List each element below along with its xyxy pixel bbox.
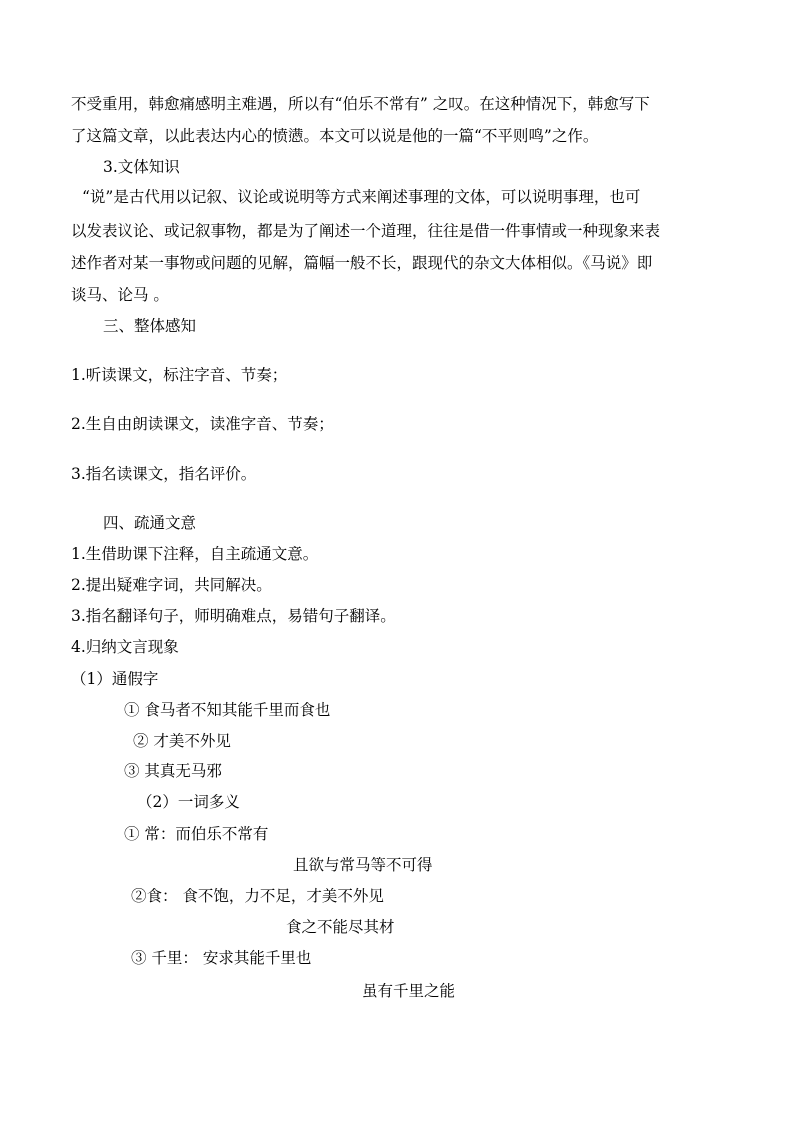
- example-item-continuation: 食之不能尽其材: [286, 918, 395, 936]
- example-item: ②食： 食不饱，力不足，才美不外见: [131, 887, 384, 905]
- example-item: ③ 千里： 安求其能千里也: [131, 949, 312, 967]
- list-item: 2.提出疑难字词，共同解决。: [71, 576, 272, 594]
- paragraph-line: 了这篇文章，以此表达内心的愤懑。本文可以说是他的一篇“不平则鸣”之作。: [71, 127, 599, 145]
- example-item: ③ 其真无马邪: [124, 762, 222, 780]
- list-item: 2.生自由朗读课文，读准字音、节奏；: [71, 415, 334, 433]
- example-item: ② 才美不外见: [133, 732, 231, 750]
- subsection-heading: （1）通假字: [71, 670, 159, 688]
- part-heading: 三、整体感知: [103, 317, 197, 335]
- example-item: ① 食马者不知其能千里而食也: [124, 701, 331, 719]
- paragraph-line: 以发表议论、或记叙事物，都是为了阐述一个道理，往往是借一件事情或一种现象来表: [71, 222, 661, 240]
- list-item: 1.听读课文，标注字音、节奏；: [71, 366, 288, 384]
- section-heading: 3.文体知识: [103, 158, 180, 176]
- list-item: 3.指名翻译句子，师明确难点，易错句子翻译。: [71, 607, 396, 625]
- subsection-heading: （2）一词多义: [137, 793, 240, 811]
- list-item: 4.归纳文言现象: [71, 638, 179, 656]
- paragraph-line: 不受重用，韩愈痛感明主难遇，所以有“伯乐不常有” 之叹。在这种情况下，韩愈写下: [71, 95, 650, 113]
- part-heading: 四、疏通文意: [103, 514, 197, 532]
- paragraph-line: “说”是古代用以记叙、议论或说明等方式来阐述事理的文体，可以说明事理，也可: [82, 188, 641, 206]
- paragraph-line: 谈马、论马 。: [71, 286, 169, 304]
- paragraph-line: 述作者对某一事物或问题的见解，篇幅一般不长，跟现代的杂文大体相似。《马说》即: [71, 254, 653, 272]
- example-item: ① 常：而伯乐不常有: [124, 825, 269, 843]
- list-item: 1.生借助课下注释，自主疏通文意。: [71, 545, 319, 563]
- list-item: 3.指名读课文，指名评价。: [71, 465, 257, 483]
- example-item-continuation: 且欲与常马等不可得: [293, 856, 433, 874]
- example-item-continuation: 虽有千里之能: [362, 982, 456, 1000]
